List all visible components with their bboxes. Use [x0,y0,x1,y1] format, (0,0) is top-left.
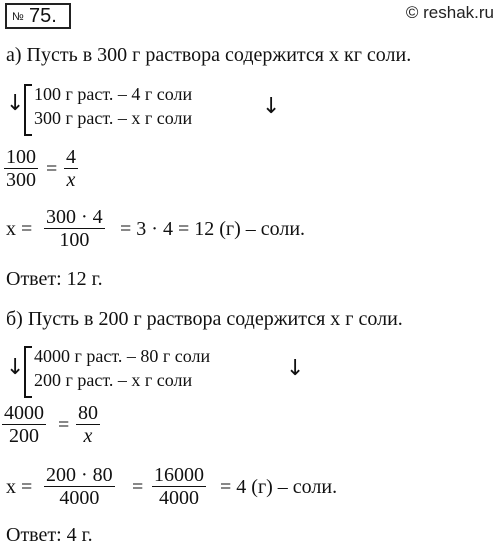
number-sign: № [12,11,24,23]
system-bracket [24,84,32,136]
problem-number-badge [5,3,71,29]
part-a-fraction-2: $\frac{4}{x}$ [66,146,76,191]
equals-sign: = [132,476,144,498]
part-a-row-2: 300 г раст. – x г соли [34,108,193,128]
part-b-solve-fraction-1: $\frac{200 \cdot 80}{4000}$ [46,464,113,509]
part-b-row-2: 200 г раст. – x г соли [34,370,193,390]
part-b-statement: б) Пусть в 200 г раствора содержится x г соли. [6,308,403,330]
problem-number: 75. [29,5,57,27]
part-b-fraction-1: $\frac{4000}{200}$ [4,402,44,447]
down-arrow-icon: ↓ [6,91,25,116]
part-a-answer: Ответ: 12 г. [6,268,103,290]
part-b-row-1: 4000 г раст. – 80 г соли [34,346,211,366]
part-a-fraction-1: $\frac{100}{300}$ [6,146,36,191]
part-b-solve-lhs: x = [6,476,33,498]
part-a-row-1: 100 г раст. – 4 г соли [34,84,193,104]
down-arrow-icon: ↓ [286,356,305,381]
down-arrow-icon: ↓ [6,355,25,380]
part-a-statement: а) Пусть в 300 г раствора содержится x кг соли. [6,44,412,66]
equals-sign: = [58,414,70,436]
part-a-solve-rhs: = 3 · 4 = 12 (г) – соли. [120,218,306,240]
system-bracket [24,346,32,398]
part-a-solve-fraction: $\frac{300 \cdot 4}{100}$ [46,206,103,251]
part-b-solve-rhs: = 4 (г) – соли. [220,476,338,498]
part-a-solve-lhs: x = [6,218,33,240]
part-b-answer: Ответ: 4 г. [6,524,93,546]
down-arrow-icon: ↓ [262,94,281,119]
part-b-fraction-2: $\frac{80}{x}$ [78,402,98,447]
equals-sign: = [46,158,58,180]
site-watermark: © reshak.ru [405,3,494,22]
part-b-solve-fraction-2: $\frac{16000}{4000}$ [154,464,204,509]
